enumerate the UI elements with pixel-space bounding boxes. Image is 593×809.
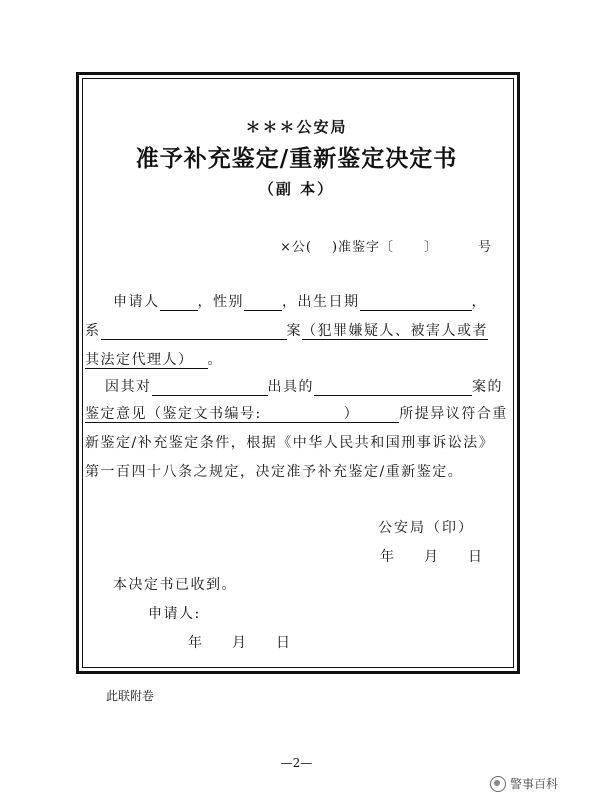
issuing-bureau: ＊＊＊公安局 xyxy=(245,118,348,136)
applicant-name-blank[interactable] xyxy=(160,294,198,311)
document-title: 准予补充鉴定/重新鉴定决定书 xyxy=(135,145,458,172)
receipt-date xyxy=(188,632,290,652)
issue-date xyxy=(380,546,482,566)
case-name-blank[interactable] xyxy=(101,323,287,340)
birth-label: ，出生日期 xyxy=(282,294,360,310)
gender-label: ，性别 xyxy=(197,294,244,310)
opinion-number-blank[interactable] xyxy=(262,406,344,423)
opinion-gap-blank xyxy=(359,406,399,423)
basis-line: 新鉴定/补充鉴定条件，根据《中华人民共和国刑事诉讼法》 xyxy=(85,435,495,451)
case-label: 案 xyxy=(286,323,302,339)
applicant-label: 申请人 xyxy=(113,294,160,310)
doc-number-mid2: 〕 xyxy=(424,240,439,255)
issue-day-label: 日 xyxy=(468,549,482,565)
issued-label: 出具的 xyxy=(267,379,314,395)
relation-line xyxy=(85,320,488,340)
issuer-blank[interactable] xyxy=(314,379,472,396)
role-blank[interactable] xyxy=(194,352,208,369)
stub-note: 此联附卷 xyxy=(106,689,155,703)
relation-prefix: 系 xyxy=(85,323,101,339)
doc-number-prefix: ×公( xyxy=(280,240,312,255)
decision-line: 第一百四十八条之规定，决定准予补充鉴定/重新鉴定。 xyxy=(85,464,464,480)
receipt-month-label: 月 xyxy=(232,635,246,651)
comma: ， xyxy=(471,294,487,310)
document-number xyxy=(280,236,492,255)
receipt-statement: 本决定书已收到。 xyxy=(113,577,237,593)
copy-mark: （副 本） xyxy=(258,180,335,198)
reason-case-blank[interactable] xyxy=(152,379,268,396)
issue-month-label: 月 xyxy=(424,549,438,565)
case-suffix: 案的 xyxy=(472,379,503,395)
birth-date-blank[interactable] xyxy=(360,294,472,311)
doc-number-mid1: )准鉴字〔 xyxy=(331,240,395,255)
period: 。 xyxy=(207,352,223,368)
applicant-signature-label: 申请人: xyxy=(148,606,201,622)
applicant-line xyxy=(113,291,487,311)
opinion-close: ） xyxy=(343,406,360,422)
objection-text: 所提异议符合重 xyxy=(399,406,508,422)
opinion-line xyxy=(85,403,508,423)
opinion-label: 鉴定意见（鉴定文书编号: xyxy=(85,406,262,422)
receipt-day-label: 日 xyxy=(276,635,290,651)
reason-line xyxy=(105,376,503,396)
role-note-1: （犯罪嫌疑人、被害人或者 xyxy=(302,323,488,339)
reason-prefix: 因其对 xyxy=(105,379,152,395)
watermark xyxy=(490,775,558,792)
role-line xyxy=(85,349,223,369)
doc-number-suffix: 号 xyxy=(478,240,493,255)
watermark-text: 警事百科 xyxy=(510,777,559,791)
page-number: —2— xyxy=(280,756,313,770)
gender-blank[interactable] xyxy=(244,294,282,311)
issue-year-label: 年 xyxy=(380,549,394,565)
wechat-icon xyxy=(490,776,506,792)
role-note-2: 其法定代理人） xyxy=(85,352,194,368)
receipt-year-label: 年 xyxy=(188,635,202,651)
seal-label: 公安局（印） xyxy=(378,520,474,536)
